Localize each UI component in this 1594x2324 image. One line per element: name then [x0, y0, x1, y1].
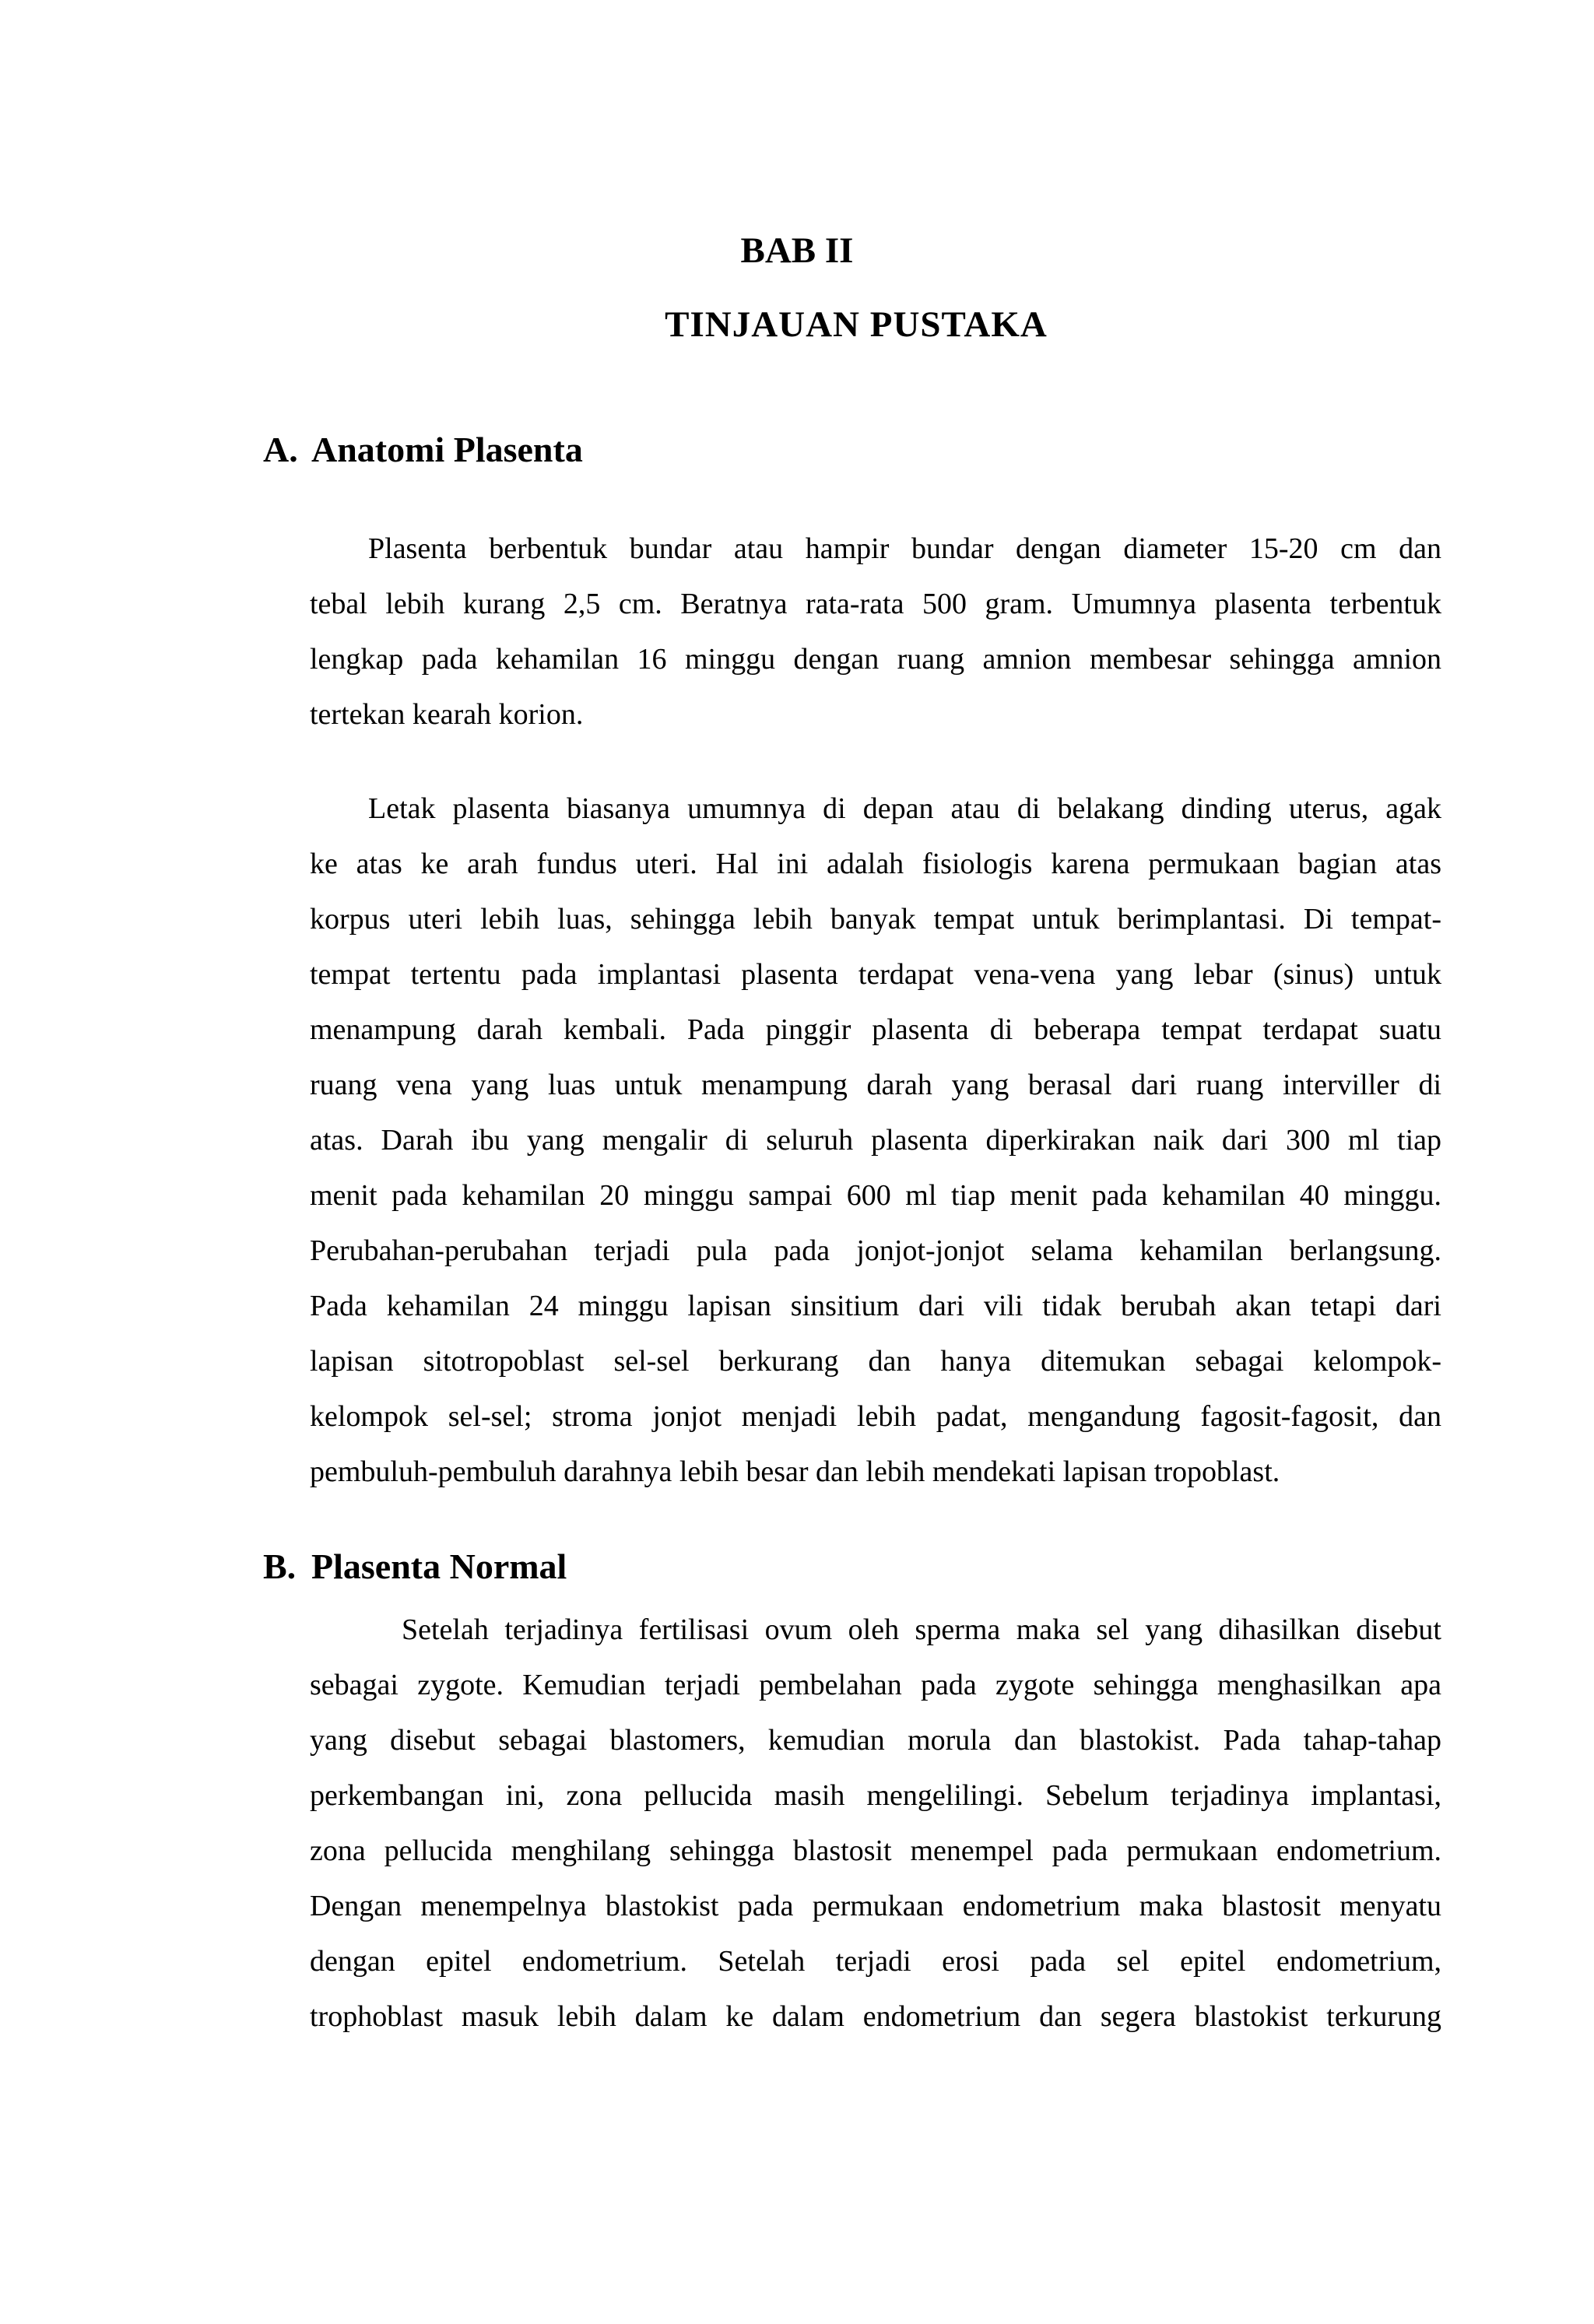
paragraph-plasenta-normal — [310, 1603, 1441, 2045]
paragraph-line: ruang vena yang luas untuk menampung darah yang berasal dari ruang interviller di — [310, 1069, 1441, 1101]
paragraph-line: lapisan sitotropoblast sel-sel berkurang dan hanya ditemukan sebagai kelompok- — [310, 1345, 1441, 1378]
chapter-title: BAB II — [740, 230, 854, 271]
paragraph-line: Setelah terjadinya fertilisasi ovum oleh sperma maka sel yang dihasilkan disebut — [402, 1613, 1441, 1646]
paragraph-line: atas. Darah ibu yang mengalir di seluruh plasenta diperkirakan naik dari 300 ml tiap — [310, 1124, 1441, 1157]
paragraph-line: yang disebut sebagai blastomers, kemudian morula dan blastokist. Pada tahap-tahap — [310, 1724, 1441, 1757]
paragraph-line: Perubahan-perubahan terjadi pula pada jonjot-jonjot selama kehamilan berlangsung. — [310, 1234, 1441, 1267]
paragraph-line: Letak plasenta biasanya umumnya di depan atau di belakang dinding uterus, agak — [368, 792, 1441, 825]
section-heading-b — [263, 1543, 567, 1590]
paragraph-line: menit pada kehamilan 20 minggu sampai 600 ml tiap menit pada kehamilan 40 minggu. — [310, 1179, 1441, 1212]
chapter-subtitle: TINJAUAN PUSTAKA — [665, 304, 1048, 345]
paragraph-line: perkembangan ini, zona pellucida masih mengelilingi. Sebelum terjadinya implantasi, — [310, 1779, 1441, 1812]
section-heading-a — [263, 427, 583, 473]
paragraph-line: Pada kehamilan 24 minggu lapisan sinsitium dari vili tidak berubah akan tetapi dari — [310, 1290, 1441, 1322]
paragraph-anatomi-1 — [310, 521, 1441, 742]
paragraph-line: zona pellucida menghilang sehingga blastosit menempel pada permukaan endometrium. — [310, 1834, 1441, 1867]
paragraph-line: tebal lebih kurang 2,5 cm. Beratnya rata-rata 500 gram. Umumnya plasenta terbentuk — [310, 588, 1441, 620]
paragraph-line: lengkap pada kehamilan 16 minggu dengan ruang amnion membesar sehingga amnion — [310, 643, 1441, 676]
paragraph-line: tempat tertentu pada implantasi plasenta terdapat vena-vena yang lebar (sinus) untuk — [310, 958, 1441, 991]
paragraph-line: pembuluh-pembuluh darahnya lebih besar dan lebih mendekati lapisan tropoblast. — [310, 1455, 1280, 1488]
paragraph-line: dengan epitel endometrium. Setelah terjadi erosi pada sel epitel endometrium, — [310, 1945, 1441, 1978]
paragraph-line: ke atas ke arah fundus uteri. Hal ini adalah fisiologis karena permukaan bagian atas — [310, 848, 1441, 880]
paragraph-line: tertekan kearah korion. — [310, 698, 584, 731]
paragraph-line: trophoblast masuk lebih dalam ke dalam endometrium dan segera blastokist terkurung — [310, 2000, 1441, 2033]
paragraph-line: kelompok sel-sel; stroma jonjot menjadi lebih padat, mengandung fagosit-fagosit, dan — [310, 1400, 1441, 1433]
paragraph-line: Plasenta berbentuk bundar atau hampir bundar dengan diameter 15-20 cm dan — [368, 532, 1441, 565]
paragraph-anatomi-2 — [310, 781, 1441, 1500]
section-title: Anatomi Plasenta — [311, 430, 583, 469]
paragraph-line: sebagai zygote. Kemudian terjadi pembelahan pada zygote sehingga menghasilkan apa — [310, 1669, 1441, 1701]
paragraph-line: Dengan menempelnya blastokist pada permukaan endometrium maka blastosit menyatu — [310, 1890, 1441, 1922]
paragraph-line: korpus uteri lebih luas, sehingga lebih banyak tempat untuk berimplantasi. Di tempat- — [310, 903, 1441, 936]
section-letter: A. — [263, 430, 298, 469]
section-title: Plasenta Normal — [311, 1546, 567, 1586]
section-letter: B. — [263, 1546, 297, 1586]
paragraph-line: menampung darah kembali. Pada pinggir plasenta di beberapa tempat terdapat suatu — [310, 1013, 1441, 1046]
